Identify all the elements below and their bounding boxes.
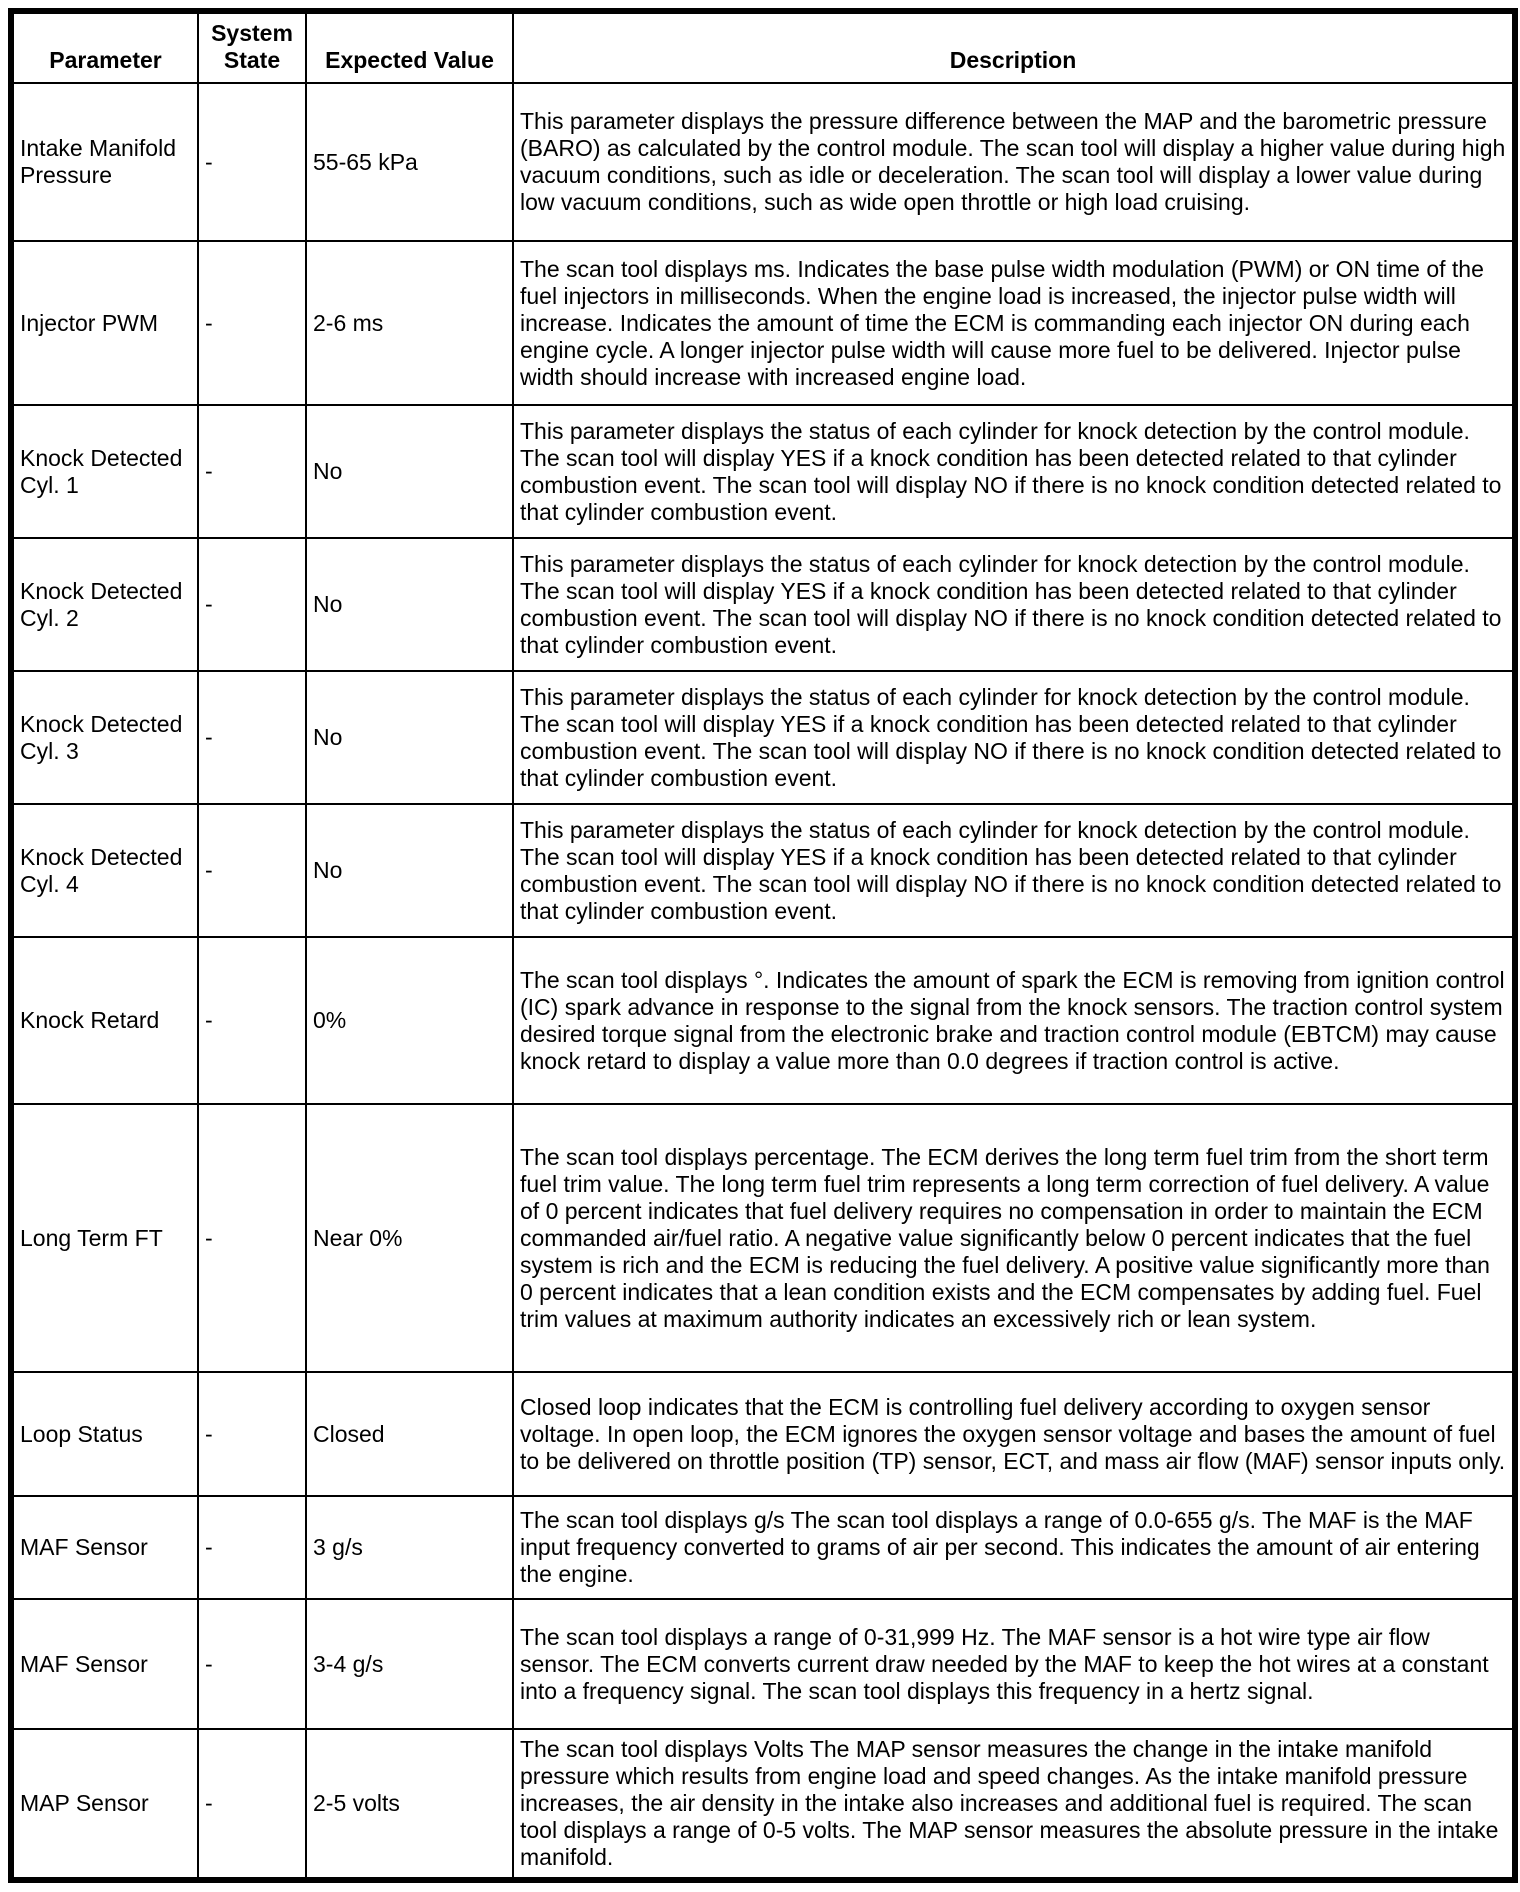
expected-value-cell: 2-6 ms: [306, 241, 513, 405]
system-state-cell: -: [198, 1729, 306, 1880]
expected-value-cell: 55-65 kPa: [306, 83, 513, 241]
table-row: [11, 405, 1515, 538]
parameter-table: [8, 8, 1518, 1883]
column-header-parameter: Parameter: [11, 11, 198, 83]
expected-value-cell: 2-5 volts: [306, 1729, 513, 1880]
description-cell: The scan tool displays Volts The MAP sensor measures the change in the intake manifold pressure which results from engine load and speed changes. As the intake manifold pressure increases, the air density in the intake also increases and additional fuel is required. The scan tool displays a range of 0-5 volts. The MAP sensor measures the absolute pressure in the intake manifold.: [513, 1729, 1515, 1880]
system-state-cell: -: [198, 1372, 306, 1496]
system-state-cell: -: [198, 538, 306, 671]
expected-value-cell: 0%: [306, 937, 513, 1104]
parameter-cell: Knock Detected Cyl. 1: [11, 405, 198, 538]
parameter-cell: Injector PWM: [11, 241, 198, 405]
system-state-cell: -: [198, 937, 306, 1104]
description-cell: The scan tool displays a range of 0-31,999 Hz. The MAF sensor is a hot wire type air flow sensor. The ECM converts current draw needed by the MAF to keep the hot wires at a constant into a frequency signal. The scan tool displays this frequency in a hertz signal.: [513, 1599, 1515, 1729]
system-state-cell: -: [198, 1599, 306, 1729]
table-row: [11, 241, 1515, 405]
system-state-cell: -: [198, 1496, 306, 1599]
parameter-cell: MAP Sensor: [11, 1729, 198, 1880]
expected-value-cell: No: [306, 804, 513, 937]
table-row: [11, 671, 1515, 804]
table-row: [11, 804, 1515, 937]
description-cell: Closed loop indicates that the ECM is controlling fuel delivery according to oxygen sensor voltage. In open loop, the ECM ignores the oxygen sensor voltage and bases the amount of fuel to be delivered on throttle position (TP) sensor, ECT, and mass air flow (MAF) sensor inputs only.: [513, 1372, 1515, 1496]
parameter-cell: Knock Detected Cyl. 2: [11, 538, 198, 671]
system-state-cell: -: [198, 671, 306, 804]
column-header-system-state: System State: [198, 11, 306, 83]
description-cell: The scan tool displays ms. Indicates the base pulse width modulation (PWM) or ON time of the fuel injectors in milliseconds. When the engine load is increased, the injector pulse width will increase. Indicates the amount of time the ECM is commanding each injector ON during each engine cycle. A longer injector pulse width will cause more fuel to be delivered. Injector pulse width should increase with increased engine load.: [513, 241, 1515, 405]
parameter-cell: MAF Sensor: [11, 1496, 198, 1599]
expected-value-cell: No: [306, 538, 513, 671]
expected-value-cell: 3 g/s: [306, 1496, 513, 1599]
expected-value-cell: No: [306, 671, 513, 804]
description-cell: This parameter displays the status of each cylinder for knock detection by the control module. The scan tool will display YES if a knock condition has been detected related to that cylinder combustion event. The scan tool will display NO if there is no knock condition detected related to that cylinder combustion event.: [513, 671, 1515, 804]
system-state-cell: -: [198, 804, 306, 937]
table-row: [11, 1599, 1515, 1729]
description-cell: The scan tool displays °. Indicates the amount of spark the ECM is removing from ignition control (IC) spark advance in response to the signal from the knock sensors. The traction control system desired torque signal from the electronic brake and traction control module (EBTCM) may cause knock retard to display a value more than 0.0 degrees if traction control is active.: [513, 937, 1515, 1104]
column-header-expected-value: Expected Value: [306, 11, 513, 83]
description-cell: This parameter displays the status of each cylinder for knock detection by the control module. The scan tool will display YES if a knock condition has been detected related to that cylinder combustion event. The scan tool will display NO if there is no knock condition detected related to that cylinder combustion event.: [513, 405, 1515, 538]
table-row: [11, 1496, 1515, 1599]
column-header-description: Description: [513, 11, 1515, 83]
expected-value-cell: Closed: [306, 1372, 513, 1496]
description-cell: This parameter displays the status of each cylinder for knock detection by the control module. The scan tool will display YES if a knock condition has been detected related to that cylinder combustion event. The scan tool will display NO if there is no knock condition detected related to that cylinder combustion event.: [513, 804, 1515, 937]
system-state-cell: -: [198, 241, 306, 405]
table-row: [11, 538, 1515, 671]
parameter-cell: Intake Manifold Pressure: [11, 83, 198, 241]
parameter-cell: Knock Retard: [11, 937, 198, 1104]
expected-value-cell: Near 0%: [306, 1104, 513, 1372]
expected-value-cell: 3-4 g/s: [306, 1599, 513, 1729]
description-cell: This parameter displays the pressure difference between the MAP and the barometric pressure (BARO) as calculated by the control module. The scan tool will display a higher value during high vacuum conditions, such as idle or deceleration. The scan tool will display a lower value during low vacuum conditions, such as wide open throttle or high load cruising.: [513, 83, 1515, 241]
parameter-cell: Loop Status: [11, 1372, 198, 1496]
system-state-cell: -: [198, 83, 306, 241]
parameter-cell: MAF Sensor: [11, 1599, 198, 1729]
description-cell: The scan tool displays g/s The scan tool displays a range of 0.0-655 g/s. The MAF is the MAF input frequency converted to grams of air per second. This indicates the amount of air entering the engine.: [513, 1496, 1515, 1599]
parameter-cell: Knock Detected Cyl. 3: [11, 671, 198, 804]
table-row: [11, 1104, 1515, 1372]
description-cell: The scan tool displays percentage. The ECM derives the long term fuel trim from the short term fuel trim value. The long term fuel trim represents a long term correction of fuel delivery. A value of 0 percent indicates that fuel delivery requires no compensation in order to maintain the ECM commanded air/fuel ratio. A negative value significantly below 0 percent indicates that the fuel system is rich and the ECM is reducing the fuel delivery. A positive value significantly more than 0 percent indicates that a lean condition exists and the ECM compensates by adding fuel. Fuel trim values at maximum authority indicates an excessively rich or lean system.: [513, 1104, 1515, 1372]
system-state-cell: -: [198, 405, 306, 538]
parameter-cell: Long Term FT: [11, 1104, 198, 1372]
table-row: [11, 937, 1515, 1104]
parameter-cell: Knock Detected Cyl. 4: [11, 804, 198, 937]
system-state-cell: -: [198, 1104, 306, 1372]
table-row: [11, 1372, 1515, 1496]
description-cell: This parameter displays the status of each cylinder for knock detection by the control module. The scan tool will display YES if a knock condition has been detected related to that cylinder combustion event. The scan tool will display NO if there is no knock condition detected related to that cylinder combustion event.: [513, 538, 1515, 671]
expected-value-cell: No: [306, 405, 513, 538]
header-row: [11, 11, 1515, 83]
table-row: [11, 83, 1515, 241]
table-row: [11, 1729, 1515, 1880]
